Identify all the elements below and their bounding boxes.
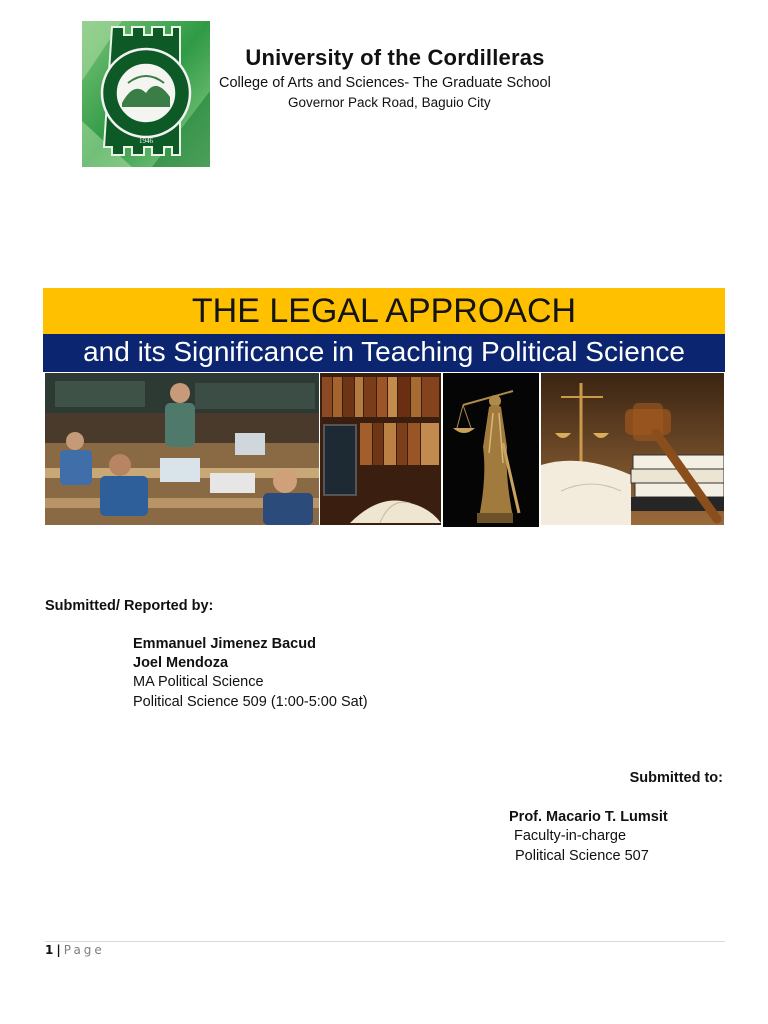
- page-number: 1: [45, 943, 54, 957]
- university-name: University of the Cordilleras: [245, 45, 545, 70]
- gavel-and-scales-photo: [541, 373, 724, 525]
- page-footer: [45, 943, 105, 957]
- professor-name: Prof. Macario T. Lumsit: [509, 809, 668, 825]
- author-name: Joel Mendoza: [133, 655, 229, 671]
- law-books-photo: [320, 373, 441, 525]
- document-subtitle: and its Significance in Teaching Political Science: [83, 336, 685, 367]
- classroom-photo: [45, 373, 319, 525]
- lady-justice-statue-photo: [443, 373, 539, 527]
- author-course: Political Science 509 (1:00-5:00 Sat): [133, 694, 368, 710]
- professor-role: Faculty-in-charge: [514, 828, 627, 844]
- professor-course: Political Science 507: [515, 848, 649, 864]
- footer-divider: [45, 941, 725, 942]
- seal-year: 1946: [139, 137, 153, 145]
- document-title: THE LEGAL APPROACH: [191, 292, 577, 330]
- footer-separator: |: [56, 943, 61, 957]
- submitted-to-label: Submitted to:: [629, 770, 723, 786]
- submitted-by-label: Submitted/ Reported by:: [45, 598, 214, 614]
- page-word: Page: [63, 943, 105, 957]
- university-address: Governor Pack Road, Baguio City: [288, 95, 491, 110]
- author-name: Emmanuel Jimenez Bacud: [133, 636, 316, 652]
- college-name: College of Arts and Sciences- The Graduate School: [219, 75, 551, 91]
- university-seal-logo: [82, 21, 210, 167]
- author-program: MA Political Science: [133, 674, 264, 690]
